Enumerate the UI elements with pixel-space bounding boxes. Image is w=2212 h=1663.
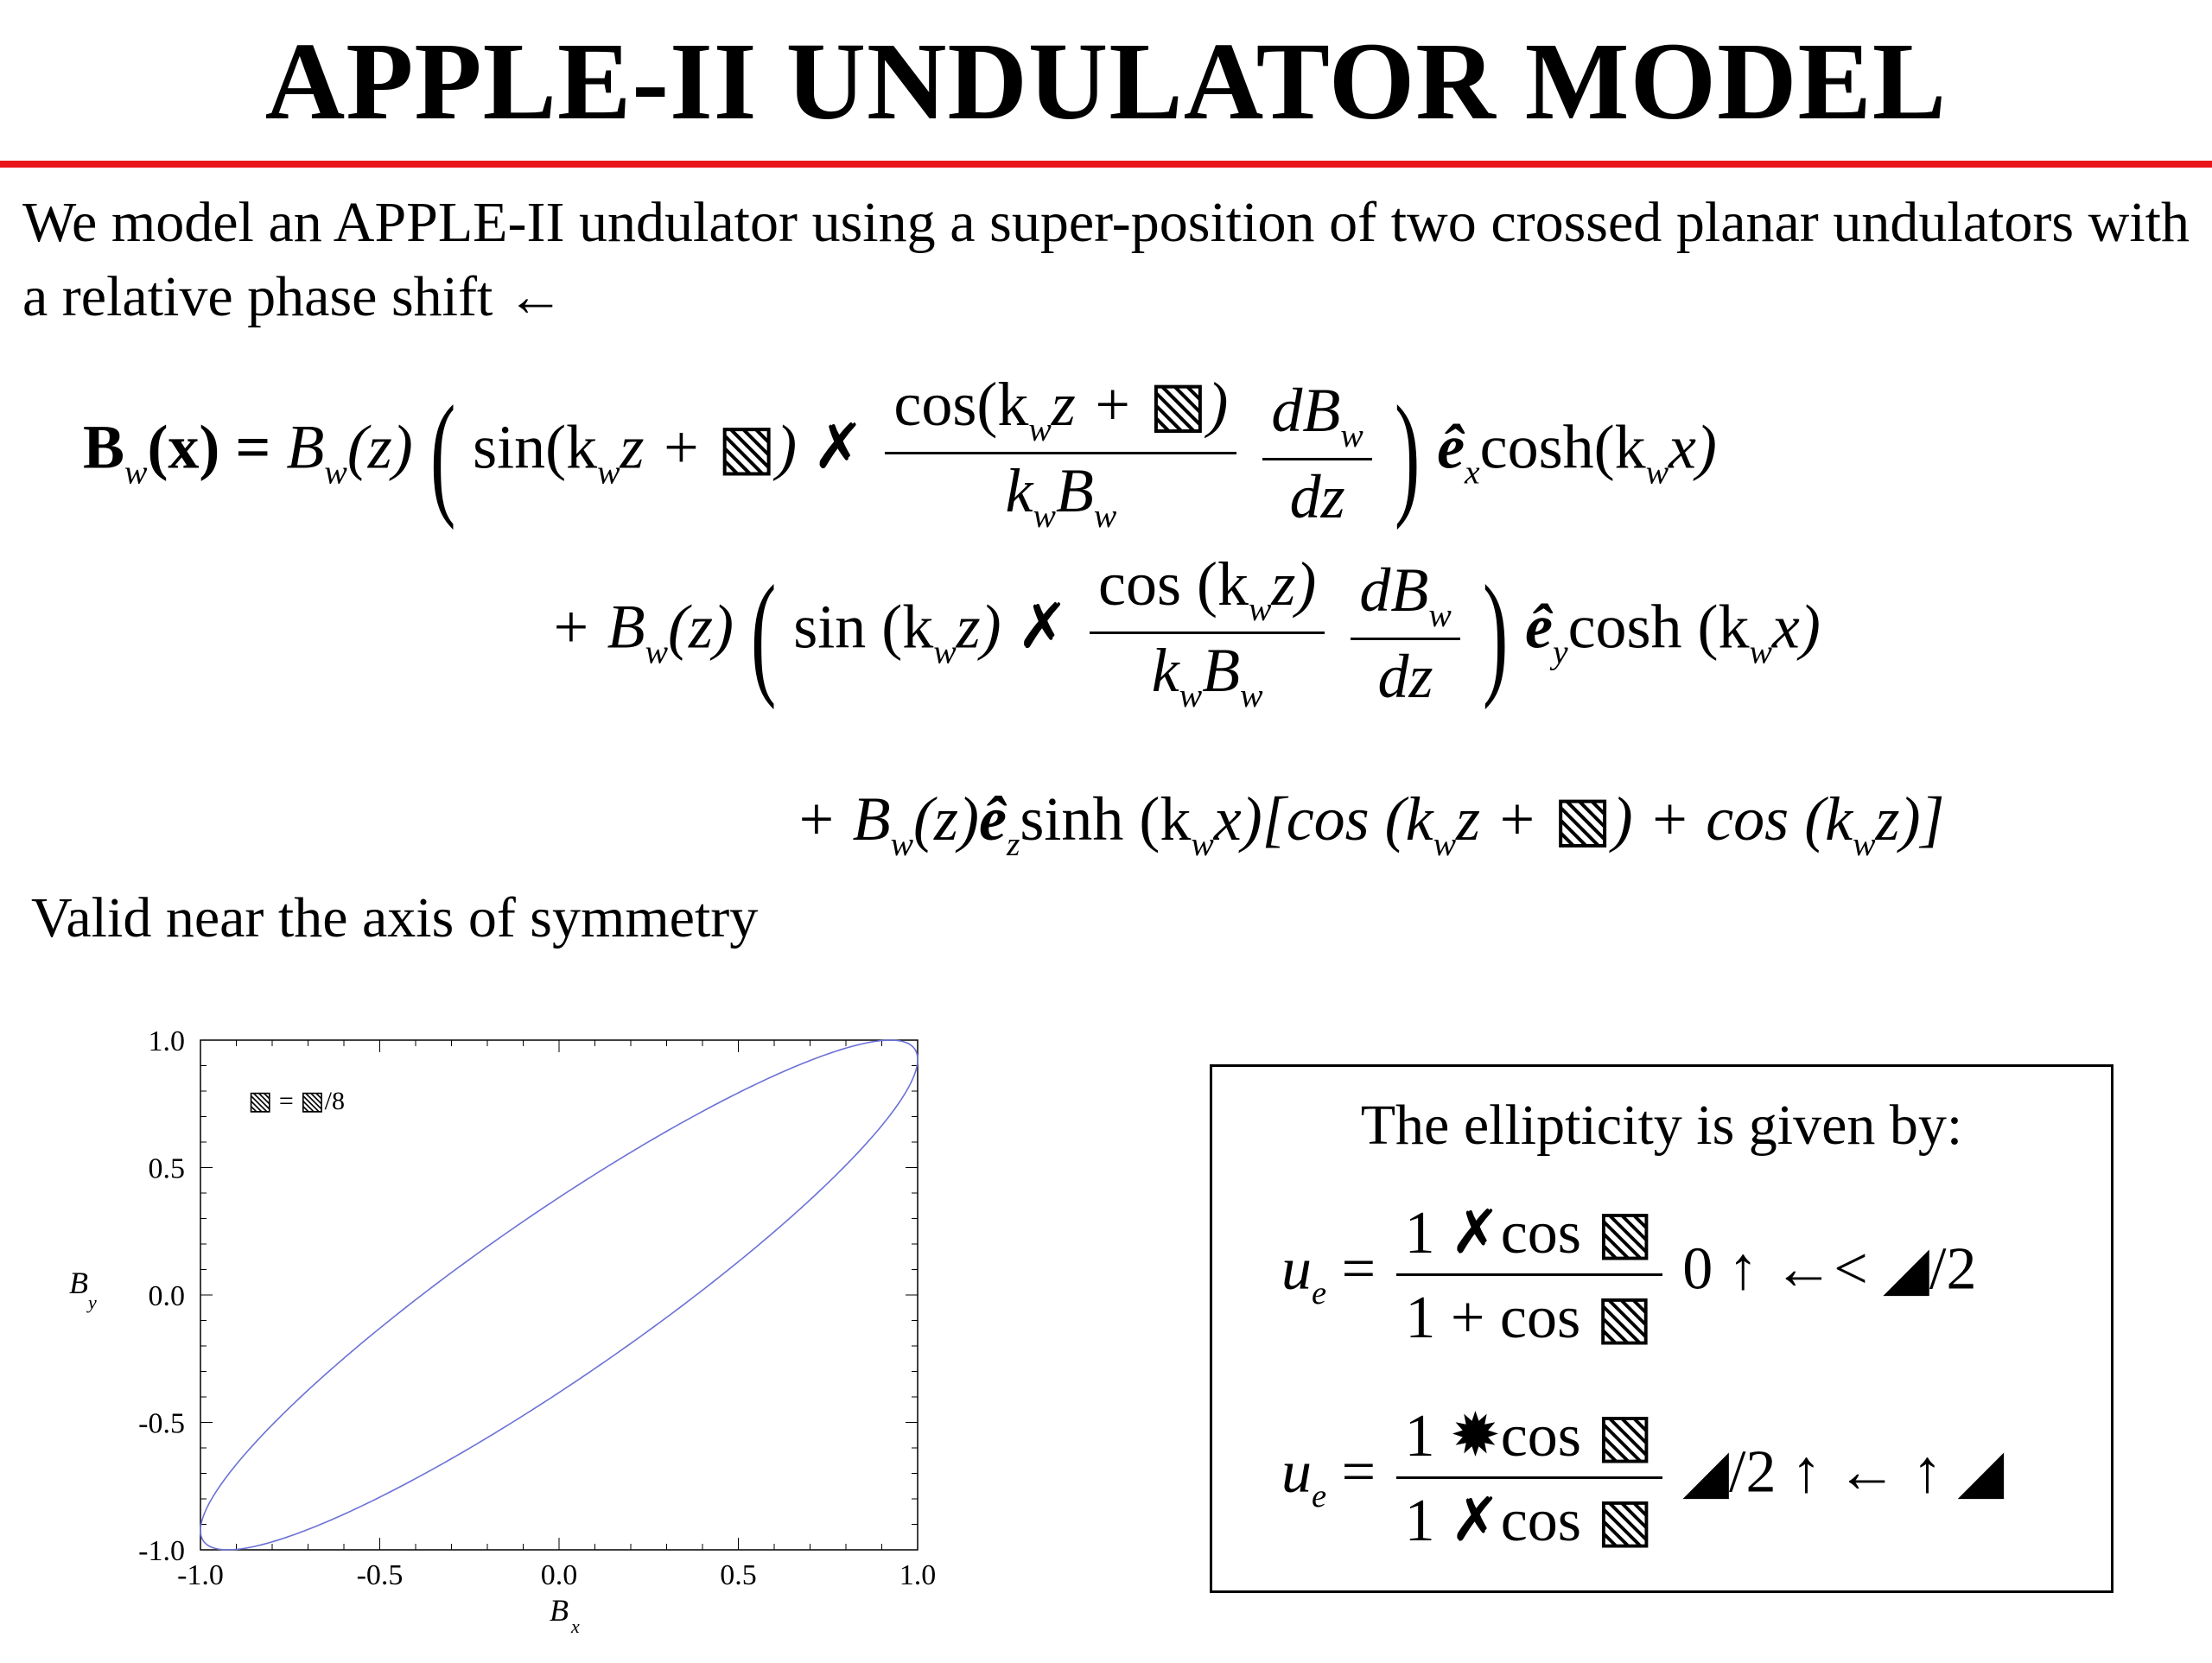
x-axis-label: B [550, 1593, 569, 1628]
plot-svg [52, 1019, 968, 1659]
eq3-arg: (z) [912, 784, 979, 854]
eq3-mid: z + ▧) + cos (k [1456, 784, 1853, 854]
eq1-sin: sin(k [473, 412, 598, 482]
x-tick-label: 0.0 [540, 1559, 578, 1591]
eq3-unit: ê [978, 784, 1007, 854]
ue2-eq: = [1326, 1438, 1391, 1506]
eq2-unit: ê [1525, 592, 1553, 662]
ellipticity-eq-1 [1281, 1196, 1976, 1353]
eq3-sinh-sub: w [1191, 824, 1214, 863]
eq2-num-sub: w [1248, 589, 1272, 628]
eq3-mid-sub: w [1853, 824, 1876, 863]
field-equation-line-3 [795, 784, 1945, 863]
ue1-den: 1 + cos ▧ [1405, 1285, 1653, 1351]
eq1-derivative [1262, 375, 1371, 532]
eq-lhs: B [83, 412, 125, 482]
eq3-end: z)] [1875, 784, 1945, 854]
eq2-cosh-sub: w [1749, 632, 1772, 671]
eq1-dnum: dB [1271, 375, 1341, 445]
ue2-condition: ◢/2 ↑ ← ↑ ◢ [1682, 1438, 2005, 1506]
eq2-prefix: + B [550, 592, 645, 662]
eq3-sinh: sinh (k [1020, 784, 1192, 854]
eq2-arg: (z) [667, 592, 734, 662]
eq2-dnum: dB [1359, 555, 1429, 625]
eq2-den: k [1151, 636, 1179, 706]
validity-note: Valid near the axis of symmetry [31, 886, 759, 949]
eq2-dden: dz [1377, 642, 1433, 712]
plot-frame [200, 1040, 918, 1550]
eq2-unit-sub: y [1552, 632, 1568, 671]
eq2-fraction [1090, 549, 1325, 715]
eq1-cosh: cosh(k [1479, 412, 1646, 482]
phase-annotation: ▧ = ▧/8 [248, 1087, 345, 1115]
eq2-derivative [1351, 555, 1459, 712]
eq1-prefix: B [286, 412, 325, 482]
eq-lhs-arg: (x) = [147, 412, 287, 482]
eq3-unit-sub: z [1006, 824, 1020, 863]
y-tick-label: -1.0 [138, 1535, 185, 1567]
eq1-prefix-sub: w [324, 453, 347, 492]
eq1-num-sub: w [1028, 409, 1052, 448]
eq1-dden: dz [1289, 462, 1345, 532]
eq1-cosh-sub: w [1645, 453, 1669, 492]
eq1-num-tail: z + ▧) [1051, 370, 1229, 439]
eq1-unit-sub: x [1465, 453, 1480, 492]
eq2-sin: sin (k [793, 592, 934, 662]
eq-lhs-sub: w [124, 453, 148, 492]
y-tick-label: 1.0 [148, 1025, 185, 1057]
eq1-close-paren: ) [1394, 376, 1421, 530]
eq1-fraction [885, 370, 1236, 536]
y-axis-label: B [69, 1266, 88, 1300]
eq1-den-b-sub: w [1093, 497, 1117, 536]
phase-ellipse-plot [52, 1019, 968, 1659]
ue2-fraction [1396, 1400, 1662, 1556]
eq2-cosh: cosh (k [1567, 592, 1750, 662]
eq3-tail-sub: w [1433, 824, 1457, 863]
ellipticity-title: The ellipticity is given by: [1360, 1094, 1963, 1157]
eq2-sin-tail: z) [956, 592, 1001, 662]
ue1-sub: e [1312, 1274, 1327, 1311]
intro-paragraph: We model an APPLE-II undulator using a super-position of two crossed planar undulators with a relative phase shift ← [22, 191, 2190, 328]
eq3-tail: x)[cos (k [1213, 784, 1433, 854]
eq2-open-paren: ( [750, 555, 777, 710]
eq1-den-sub: w [1033, 497, 1056, 536]
eq1-sin-tail: z + ▧) [620, 412, 798, 482]
ue1-fraction [1396, 1196, 1662, 1353]
ellipse-series-line [200, 1040, 918, 1550]
ue2-num: 1 ✹cos ▧ [1396, 1400, 1662, 1479]
ue1-num: 1 ✗cos ▧ [1396, 1196, 1662, 1276]
ue1-symbol: u [1281, 1235, 1312, 1303]
eq2-den-b-sub: w [1240, 676, 1263, 715]
eq2-close-paren: ) [1482, 555, 1509, 710]
eq1-unit: ê [1437, 412, 1465, 482]
ue2-symbol: u [1281, 1438, 1312, 1506]
ue1-condition: 0 ↑ ←< ◢/2 [1682, 1235, 1977, 1303]
ue2-den: 1 ✗cos ▧ [1404, 1488, 1654, 1554]
eq2-prefix-sub: w [645, 632, 668, 671]
eq1-operator: ✗ [812, 412, 865, 482]
y-tick-label: -0.5 [138, 1407, 185, 1440]
x-tick-label: -1.0 [177, 1559, 224, 1591]
x-tick-label: -0.5 [356, 1559, 404, 1591]
title-underline [0, 161, 2212, 168]
eq2-den-b: B [1202, 636, 1241, 706]
eq1-sin-sub: w [597, 453, 620, 492]
y-tick-label: 0.0 [148, 1280, 185, 1312]
y-tick-label: 0.5 [148, 1152, 185, 1185]
field-equation-line-1 [83, 370, 1717, 536]
x-tick-label: 0.5 [720, 1559, 757, 1591]
page-title: APPLE-II UNDULATOR MODEL [264, 20, 1948, 143]
field-equation-line-2 [550, 549, 1821, 715]
eq2-den-sub: w [1179, 676, 1203, 715]
y-axis-label-sub: y [88, 1292, 97, 1313]
eq2-sin-sub: w [933, 632, 957, 671]
ellipticity-box [1210, 1064, 2113, 1593]
x-tick-label: 1.0 [899, 1559, 937, 1591]
eq2-num: cos (k [1097, 549, 1249, 619]
eq2-operator: ✗ [1016, 592, 1069, 662]
eq1-cosh-tail: x) [1668, 412, 1717, 482]
ue1-eq: = [1326, 1235, 1391, 1303]
ue2-sub: e [1312, 1477, 1327, 1514]
eq1-den-b: B [1055, 456, 1094, 526]
eq1-arg: (z) [346, 412, 413, 482]
eq1-open-paren: ( [429, 376, 456, 530]
ellipticity-eq-2 [1281, 1400, 2004, 1556]
eq1-num: cos(k [893, 370, 1029, 439]
x-axis-label-sub: x [571, 1615, 580, 1637]
eq1-dnum-sub: w [1340, 416, 1363, 454]
eq2-cosh-tail: x) [1771, 592, 1821, 662]
eq3-prefix: + B [795, 784, 891, 854]
eq2-num-tail: z) [1271, 549, 1317, 619]
eq3-prefix-sub: w [890, 824, 913, 863]
eq1-den: k [1005, 456, 1033, 526]
eq2-dnum-sub: w [1428, 595, 1452, 634]
